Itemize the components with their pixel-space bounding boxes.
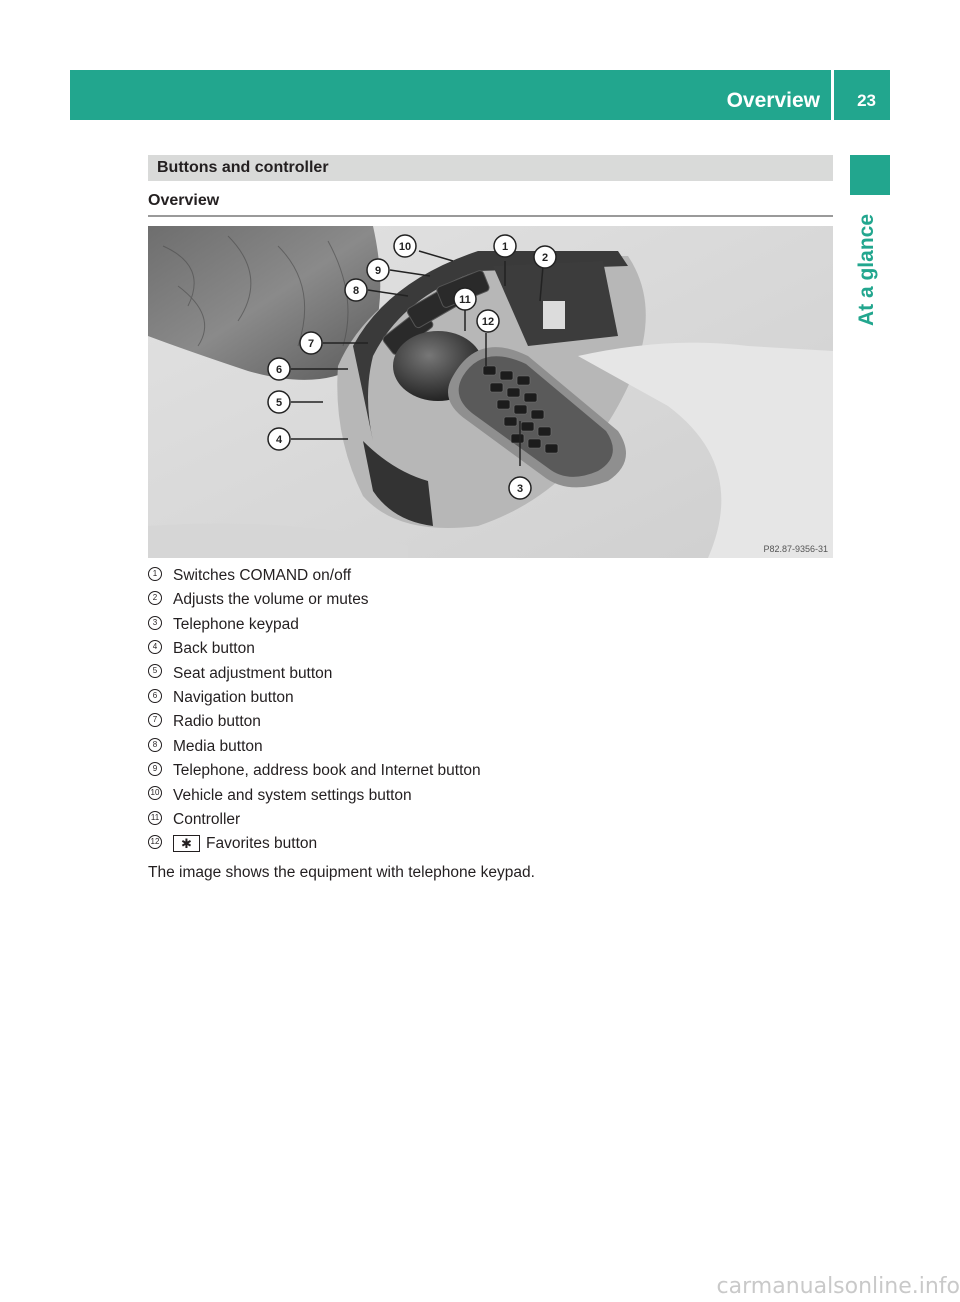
callout-10: 10 bbox=[398, 241, 412, 253]
subheading: Overview bbox=[148, 192, 220, 209]
callout-9: 9 bbox=[374, 265, 382, 277]
callout-8: 8 bbox=[352, 285, 360, 297]
side-tab-marker bbox=[850, 155, 890, 195]
callout-4: 4 bbox=[275, 434, 283, 446]
callout-2: 2 bbox=[541, 252, 549, 264]
legend-item: 11 Controller bbox=[148, 808, 833, 832]
section-heading: Buttons and controller bbox=[157, 159, 329, 176]
divider-rule bbox=[148, 215, 833, 217]
closing-paragraph: The image shows the equipment with telephone keypad. bbox=[148, 864, 535, 881]
legend-item: 5 Seat adjustment button bbox=[148, 662, 833, 686]
header-title: Overview bbox=[726, 89, 820, 112]
side-tab bbox=[842, 200, 892, 340]
legend-list bbox=[148, 564, 833, 857]
callout-11: 11 bbox=[459, 294, 471, 306]
legend-item: 10 Vehicle and system settings button bbox=[148, 784, 833, 808]
callout-5: 5 bbox=[275, 397, 283, 409]
callout-12: 12 bbox=[481, 316, 495, 328]
legend-item: 6 Navigation button bbox=[148, 686, 833, 710]
watermark: carmanualsonline.info bbox=[716, 1274, 960, 1299]
page-number: 23 bbox=[857, 91, 876, 110]
controller-photo bbox=[148, 226, 833, 558]
callout-3: 3 bbox=[516, 483, 524, 495]
legend-item: 3 Telephone keypad bbox=[148, 613, 833, 637]
legend-item: 2 Adjusts the volume or mutes bbox=[148, 588, 833, 612]
legend-item: 12 ✱ Favorites button bbox=[148, 832, 833, 856]
page-header bbox=[70, 70, 890, 120]
favorites-key-icon: ✱ bbox=[173, 835, 200, 852]
legend-item: 1 Switches COMAND on/off bbox=[148, 564, 833, 588]
legend-item: 4 Back button bbox=[148, 637, 833, 661]
callout-1: 1 bbox=[501, 241, 509, 253]
section-heading-bar bbox=[148, 155, 833, 181]
header-divider bbox=[831, 70, 834, 120]
legend-item: 8 Media button bbox=[148, 735, 833, 759]
legend-item: 7 Radio button bbox=[148, 710, 833, 734]
legend-item: 9 Telephone, address book and Internet button bbox=[148, 759, 833, 783]
callout-6: 6 bbox=[275, 364, 283, 376]
callout-7: 7 bbox=[307, 338, 315, 350]
image-code: P82.87-9356-31 bbox=[763, 544, 828, 554]
side-tab-label: At a glance bbox=[855, 213, 878, 327]
